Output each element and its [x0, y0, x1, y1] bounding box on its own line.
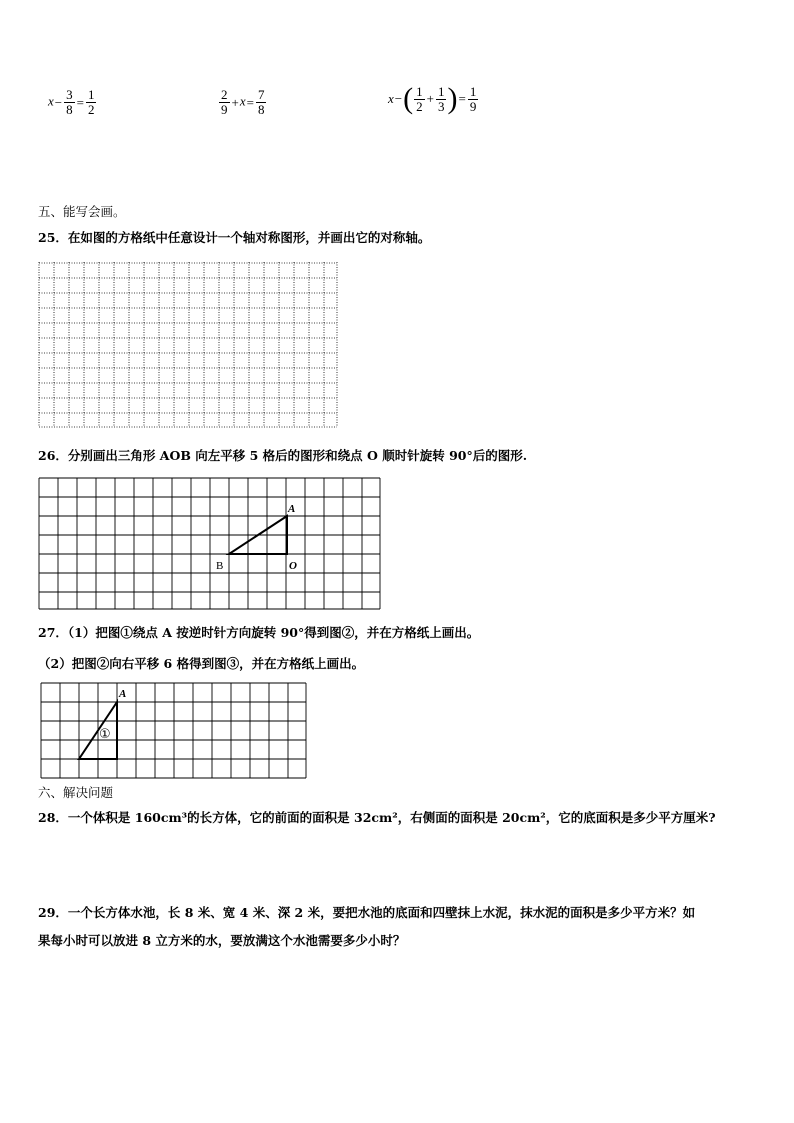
fraction: $\frac{1}{2}$	[416, 83, 423, 114]
fraction: $\frac{1}{2}$	[87, 87, 95, 117]
label-o: O	[289, 560, 297, 572]
fraction: $\frac{1}{3}$	[437, 83, 445, 114]
fraction: $\frac{2}{9}$	[221, 87, 228, 117]
dotted-grid-q25[interactable]	[38, 262, 338, 428]
question-27-part2: （2）把图②向右平移 6 格得到图③，并在方格纸上画出。	[38, 656, 365, 671]
equation-3: x−( $\frac{1}{2}$ + $\frac{1}{3}$ )= $\frac{1}{9}$	[388, 82, 477, 115]
section-6-title: 六、解决问题	[38, 785, 114, 800]
fraction: $\frac{3}{8}$	[66, 87, 73, 117]
equation-2: $\frac{2}{9}$ +x= $\frac{7}{8}$	[221, 87, 265, 117]
question-27-part1: 27．（1）把图①绕点 A 按逆时针方向旋转 90°得到图②，并在方格纸上画出。	[38, 625, 480, 640]
equation-3-var: x	[388, 91, 394, 106]
question-26-text: 26．分别画出三角形 AOB 向左平移 5 格后的图形和绕点 O 顺时针旋转 90°后的图形.	[38, 448, 528, 463]
equation-1-var: x	[48, 93, 54, 109]
label-a: A	[288, 503, 296, 515]
question-25-text: 25．在如图的方格纸中任意设计一个轴对称图形，并画出它的对称轴。	[38, 230, 431, 245]
grid-q27[interactable]	[40, 682, 308, 780]
question-29-line2: 果每小时可以放进 8 立方米的水，要放满这个水池需要多少小时？	[38, 933, 406, 948]
question-29-line1: 29．一个长方体水池，长 8 米、宽 4 米、深 2 米，要把水池的底面和四壁抹上水泥，抹水泥的面积是多少平方米？如	[38, 905, 696, 920]
question-28-text: 28．一个体积是 160cm³的长方体，它的前面的面积是 32cm²，右侧面的面积是 20cm²，它的底面积是多少平方厘米?	[38, 810, 716, 825]
equation-2-var: x	[239, 93, 246, 109]
label-b: B	[216, 560, 224, 572]
grid-q26[interactable]	[38, 477, 382, 611]
section-5-title: 五、能写会画。	[38, 204, 126, 219]
equation-1: x− $\frac{3}{8}$ = $\frac{1}{2}$	[48, 87, 95, 117]
fraction: $\frac{1}{9}$	[469, 83, 477, 114]
fraction: $\frac{7}{8}$	[257, 87, 265, 117]
shape-label-1: ①	[99, 727, 111, 742]
label-a: A	[119, 688, 127, 700]
